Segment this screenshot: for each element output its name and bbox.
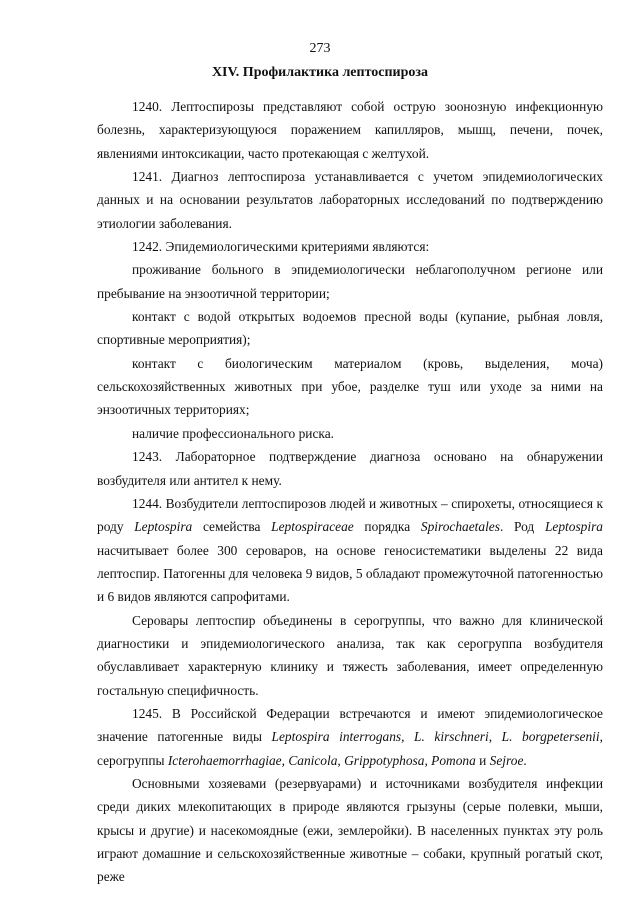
page-number: 273: [309, 41, 331, 56]
taxon-name: Icterohaemorrhagiae, Canicola, Grippotyphosa, Pomona: [167, 752, 476, 768]
criterion-residence: проживание больного в эпидемиологически неблагополучном регионе или пребывание на энзоотичной территории;: [97, 262, 603, 301]
document-body: [97, 95, 603, 889]
text-run: . Род: [499, 519, 545, 535]
paragraph-1245: [97, 702, 603, 772]
paragraph-1244: [97, 492, 603, 609]
criterion-water-contact: контакт с водой открытых водоемов пресной воды (купание, рыбная ловля, спортивные мероприятия);: [97, 309, 603, 348]
text-run: , серогруппы: [97, 729, 603, 768]
text-run: .: [523, 752, 527, 768]
section-title: XIV. Профилактика лептоспироза: [211, 65, 429, 80]
paragraph-1243: 1243. Лабораторное подтверждение диагноза основано на обнаружении возбудителя или антител к нему.: [97, 449, 603, 488]
paragraph-1241: 1241. Диагноз лептоспироза устанавливается с учетом эпидемиологических данных и на основании результатов лабораторных исследований по подтверждению этиологии заболевания.: [97, 169, 603, 231]
text-run: 1245. В Российской Федерации встречаются и имеют эпидемиологическое значение патогенные виды: [97, 705, 603, 745]
taxon-name: Leptospira: [134, 519, 193, 535]
criterion-occupational-risk: наличие профессионального риска.: [132, 425, 335, 441]
paragraph-serovars: Серовары лептоспир объединены в серогруппы, что важно для клинической диагностики и эпидемиологического анализа, так как серогруппа возбудителя обуславливает характерную клинику и тяжесть заболевания, имеет определенную гостальную специфичность.: [97, 612, 603, 698]
criterion-biomaterial-contact: контакт с биологическим материалом (кровь, выделения, моча) сельскохозяйственных животных при убое, разделке туш или уходе за ними на энзоотичных территориях;: [97, 355, 603, 418]
paragraph-1242: 1242. Эпидемиологическими критериями являются:: [132, 239, 430, 255]
taxon-name: Leptospiraceae: [271, 519, 354, 535]
text-run: порядка: [353, 519, 421, 535]
text-run: семейства: [192, 519, 272, 535]
taxon-name: Leptospira: [544, 519, 603, 535]
paragraph-reservoirs: Основными хозяевами (резервуарами) и источниками возбудителя инфекции среди диких млекопитающих в природе являются грызуны (серые полевки, мыши, крысы и другие) и насекомоядные (ежи, землеройки). В населенных пунктах эту роль играют домашние и сельскохозяйственные животные – собаки, крупный рогатый скот, реже: [97, 775, 603, 885]
taxon-name: Spirochaetales: [420, 519, 500, 535]
paragraph-1240: 1240. Лептоспирозы представляют собой острую зоонозную инфекционную болезнь, характеризующуюся поражением капилляров, мышц, печени, почек, явлениями интоксикации, часто протекающая с желтухой.: [97, 99, 603, 161]
taxon-name: Sejroe: [489, 752, 524, 768]
text-run: 1244. Возбудители лептоспирозов людей и животных – спирохеты, относящиеся к роду: [97, 495, 603, 535]
taxon-name: Leptospira interrogans, L. kirschneri, L. borgpetersenii: [271, 729, 600, 745]
text-run: насчитывает более 300 сероваров, на основе геносистематики выделены 22 вида лептоспир. Патогенны для человека 9 видов, 5 обладают промежуточной патогенностью и 6 видов являются сапрофитами.: [97, 542, 603, 605]
text-run: и: [475, 752, 490, 768]
